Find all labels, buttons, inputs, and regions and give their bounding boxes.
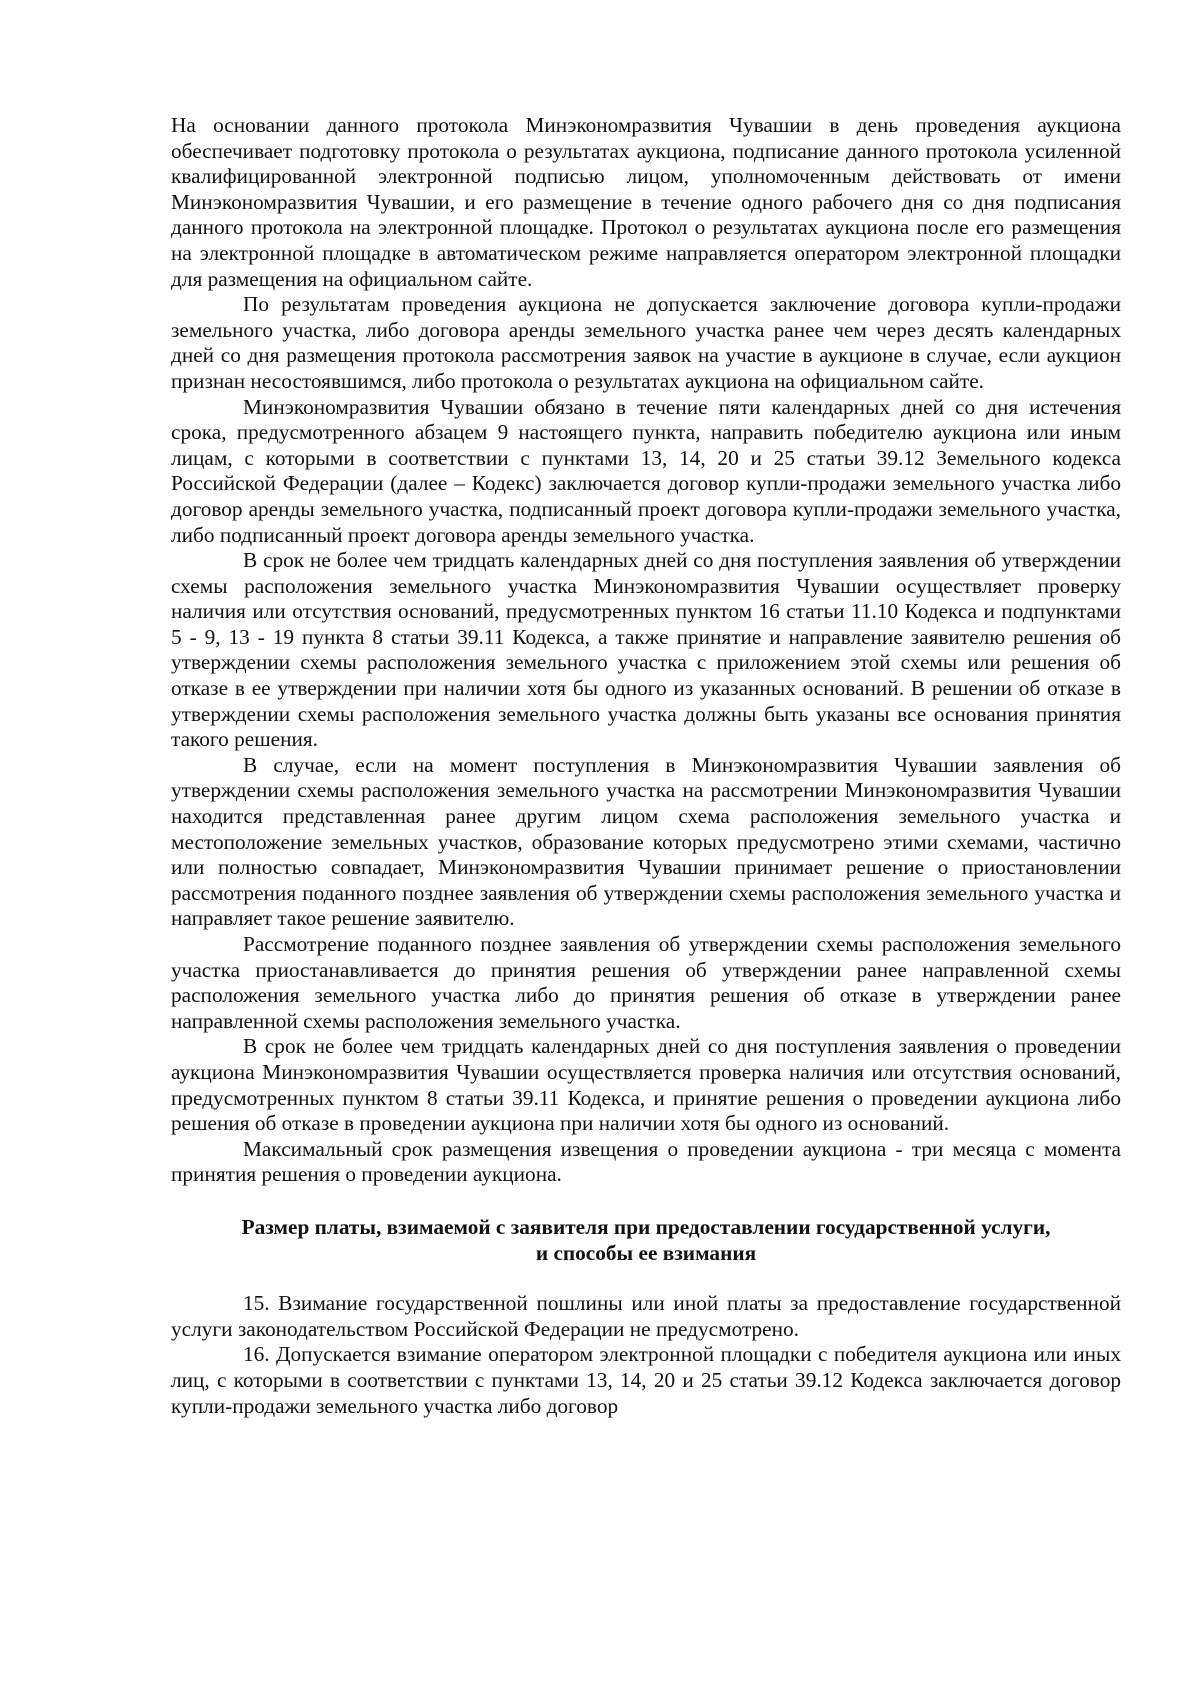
paragraph-16: 16. Допускается взимание оператором электронной площадки с победителя аукциона или иных лиц, с которыми в соответствии с пунктами 13, 14, 20 и 25 статьи 39.12 Кодекса заключается договор купли-продажи земельного участка либо договор (171, 1342, 1121, 1418)
paragraph-2: По результатам проведения аукциона не допускается заключение договора купли-продажи земельного участка, либо договора аренды земельного участка ранее чем через десять календарных дней со дня размещения протокола рассмотрения заявок на участие в аукционе в случае, если аукцион признан несостоявшимся, либо протокола о результатах аукциона на официальном сайте. (171, 292, 1121, 393)
paragraph-1: На основании данного протокола Минэкономразвития Чувашии в день проведения аукциона обеспечивает подготовку протокола о результатах аукциона, подписание данного протокола усиленной квалифицированной электронной подписью лицом, уполномоченным действовать от имени Минэкономразвития Чувашии, и его размещение в течение одного рабочего дня со дня подписания данного протокола на электронной площадке. Протокол о результатах аукциона после его размещения на электронной площадке в автоматическом режиме направляется оператором электронной площадки для размещения на официальном сайте. (171, 113, 1121, 291)
paragraph-6: Рассмотрение поданного позднее заявления об утверждении схемы расположения земельного участка приостанавливается до принятия решения об утверждении ранее направленной схемы расположения земельного участка либо до принятия решения об отказе в утверждении ранее направленной схемы расположения земельного участка. (171, 932, 1121, 1033)
spacer (171, 1266, 1121, 1291)
paragraph-8: Максимальный срок размещения извещения о проведении аукциона - три месяца с момента принятия решения о проведении аукциона. (171, 1136, 1121, 1187)
section-heading-line-2: и способы ее взимания (535, 1240, 757, 1265)
paragraph-4: В срок не более чем тридцать календарных дней со дня поступления заявления об утверждении схемы расположения земельного участка Минэкономразвития Чувашии осуществляет проверку наличия или отсутствия оснований, предусмотренных пунктом 16 статьи 11.10 Кодекса и подпунктами 5 - 9, 13 - 19 пункта 8 статьи 39.11 Кодекса, а также принятие и направление заявителю решения об утверждении схемы расположения земельного участка с приложением этой схемы или решения об отказе в ее утверждении при наличии хотя бы одного из указанных оснований. В решении об отказе в утверждении схемы расположения земельного участка должны быть указаны все основания принятия такого решения. (171, 548, 1121, 752)
section-heading-line-1: Размер платы, взимаемой с заявителя при предоставлении государственной услуги, (241, 1214, 1051, 1239)
paragraph-3: Минэкономразвития Чувашии обязано в течение пяти календарных дней со дня истечения срока, предусмотренного абзацем 9 настоящего пункта, направить победителю аукциона или иным лицам, с которыми в соответствии с пунктами 13, 14, 20 и 25 статьи 39.12 Земельного кодекса Российской Федерации (далее – Кодекс) заключается договор купли-продажи земельного участка либо договор аренды земельного участка, подписанный проект договора купли-продажи земельного участка, либо подписанный проект договора аренды земельного участка. (171, 394, 1121, 547)
paragraph-5: В случае, если на момент поступления в Минэкономразвития Чувашии заявления об утверждении схемы расположения земельного участка на рассмотрении Минэкономразвития Чувашии находится представленная ранее другим лицом схема расположения земельного участка и местоположение земельных участков, образование которых предусмотрено этими схемами, частично или полностью совпадает, Минэкономразвития Чувашии принимает решение о приостановлении рассмотрения поданного позднее заявления об утверждении схемы расположения земельного участка и направляет такое решение заявителю. (171, 752, 1121, 931)
paragraph-15: 15. Взимание государственной пошлины или иной платы за предоставление государственной услуги законодательством Российской Федерации не предусмотрено. (171, 1291, 1121, 1341)
paragraph-7: В срок не более чем тридцать календарных дней со дня поступления заявления о проведении аукциона Минэкономразвития Чувашии осуществляется проверка наличия или отсутствия оснований, предусмотренных пунктом 8 статьи 39.11 Кодекса, и принятие решения о проведении аукциона либо решения об отказе в проведении аукциона при наличии хотя бы одного из оснований. (171, 1034, 1121, 1136)
document-page (171, 113, 1121, 1419)
section-heading (171, 1215, 1121, 1266)
